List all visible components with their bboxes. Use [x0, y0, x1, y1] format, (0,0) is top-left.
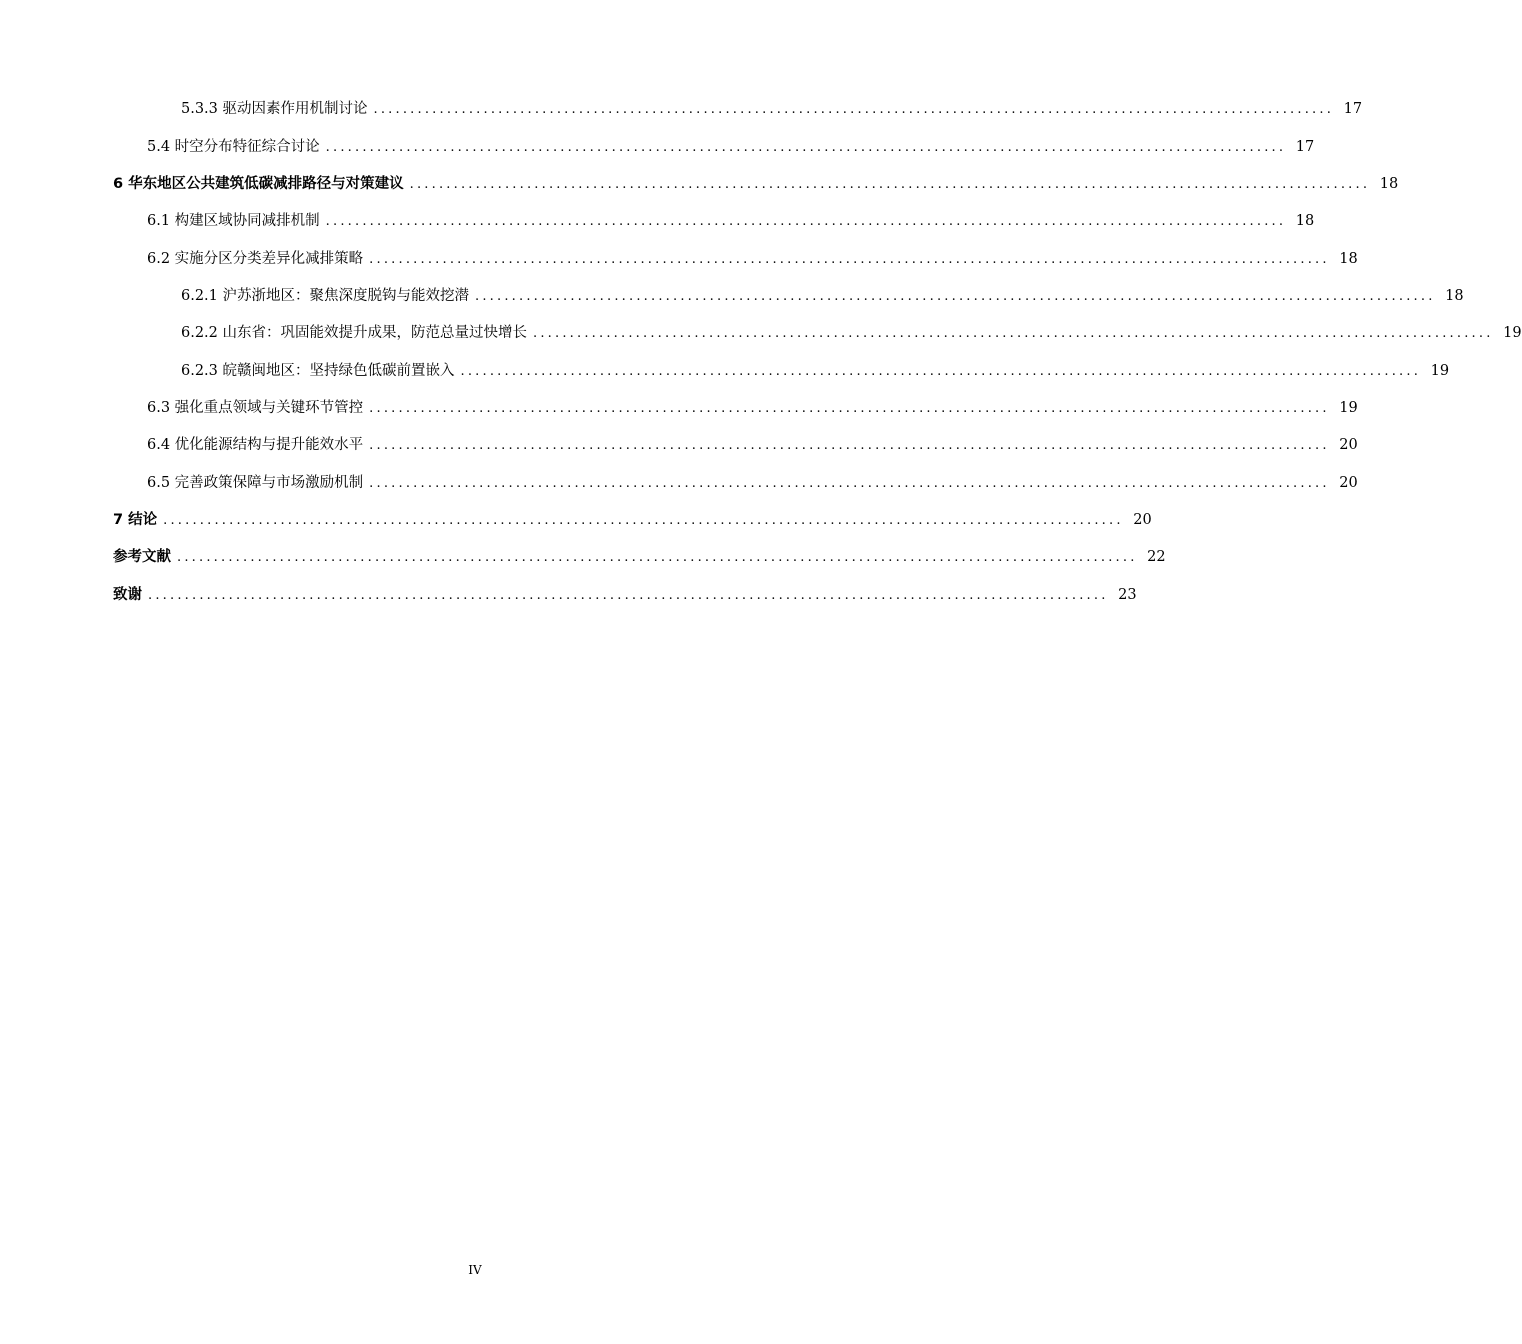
toc-entry[interactable] [0, 285, 1464, 307]
toc-entry-label: 6.2.1 沪苏浙地区：聚焦深度脱钩与能效挖潜 [181, 288, 470, 304]
toc-entry-page: 19 [1339, 400, 1358, 416]
toc-entry-label: 6.2.2 山东省：巩固能效提升成果，防范总量过快增长 [181, 325, 528, 341]
toc-entry-page: 20 [1339, 437, 1358, 453]
toc-entry[interactable] [0, 434, 1358, 456]
toc-entry[interactable] [0, 210, 1315, 232]
toc-entry[interactable] [0, 98, 1363, 120]
toc-entry[interactable] [0, 472, 1358, 494]
toc-leader-dots: ................................................................................................................................... [163, 513, 1124, 528]
toc-entry-page: 19 [1503, 325, 1522, 341]
toc-entry-label: 6.1 构建区域协同减排机制 [147, 213, 320, 229]
toc-leader-dots: ................................................................................................................................... [148, 588, 1109, 603]
toc-leader-dots: ................................................................................................................................... [325, 214, 1287, 229]
toc-entry-label: 6.3 强化重点领域与关键环节管控 [147, 400, 364, 416]
toc-entry-label: 致谢 [113, 587, 142, 603]
toc-leader-dots: ................................................................................................................................... [369, 401, 1330, 416]
toc-leader-dots: ................................................................................................................................... [409, 177, 1371, 192]
toc-entry[interactable] [0, 173, 1399, 195]
toc-entry-label: 6.2 实施分区分类差异化减排策略 [147, 251, 364, 267]
toc-entry-label: 6.4 优化能源结构与提升能效水平 [147, 437, 364, 453]
toc-entry-label: 5.4 时空分布特征综合讨论 [147, 139, 320, 155]
toc-leader-dots: ................................................................................................................................... [475, 289, 1436, 304]
toc-leader-dots: ................................................................................................................................... [325, 140, 1287, 155]
toc-entry-page: 22 [1147, 549, 1166, 565]
toc-entry[interactable] [0, 322, 1522, 344]
toc-entry[interactable] [0, 136, 1315, 158]
toc-entry[interactable] [0, 546, 1166, 568]
toc-entry[interactable] [0, 509, 1152, 531]
toc-entry-label: 6 华东地区公共建筑低碳减排路径与对策建议 [113, 176, 404, 192]
toc-entry-page: 19 [1430, 363, 1450, 379]
toc-entry[interactable] [0, 584, 1137, 606]
toc-entry-page: 17 [1343, 101, 1363, 117]
toc-entry-label: 6.5 完善政策保障与市场激励机制 [147, 475, 364, 491]
toc-entry[interactable] [0, 248, 1358, 270]
toc-entry-label: 7 结论 [113, 512, 158, 528]
toc-entry[interactable] [0, 397, 1358, 419]
toc-entry-page: 18 [1295, 213, 1315, 229]
toc-entry-page: 18 [1445, 288, 1464, 304]
toc-entry-page: 20 [1133, 512, 1152, 528]
toc-leader-dots: ................................................................................................................................... [373, 102, 1335, 117]
toc-leader-dots: ................................................................................................................................... [369, 438, 1330, 453]
toc-entry-page: 23 [1118, 587, 1137, 603]
toc-entry-page: 18 [1339, 251, 1358, 267]
toc-leader-dots: ................................................................................................................................... [369, 252, 1330, 267]
toc-leader-dots: ................................................................................................................................... [369, 476, 1330, 491]
toc-leader-dots: ................................................................................................................................... [533, 326, 1494, 341]
toc-leader-dots: ................................................................................................................................... [177, 550, 1138, 565]
toc-entry[interactable] [0, 360, 1450, 382]
page-number: IV [468, 1263, 482, 1277]
toc-entry-page: 17 [1295, 139, 1315, 155]
toc-entry-label: 参考文献 [113, 549, 171, 565]
toc-entry-label: 5.3.3 驱动因素作用机制讨论 [181, 101, 368, 117]
toc-entry-label: 6.2.3 皖赣闽地区：坚持绿色低碳前置嵌入 [181, 363, 455, 379]
toc-entry-page: 18 [1379, 176, 1399, 192]
toc-entry-page: 20 [1339, 475, 1358, 491]
toc-leader-dots: ................................................................................................................................... [460, 364, 1422, 379]
